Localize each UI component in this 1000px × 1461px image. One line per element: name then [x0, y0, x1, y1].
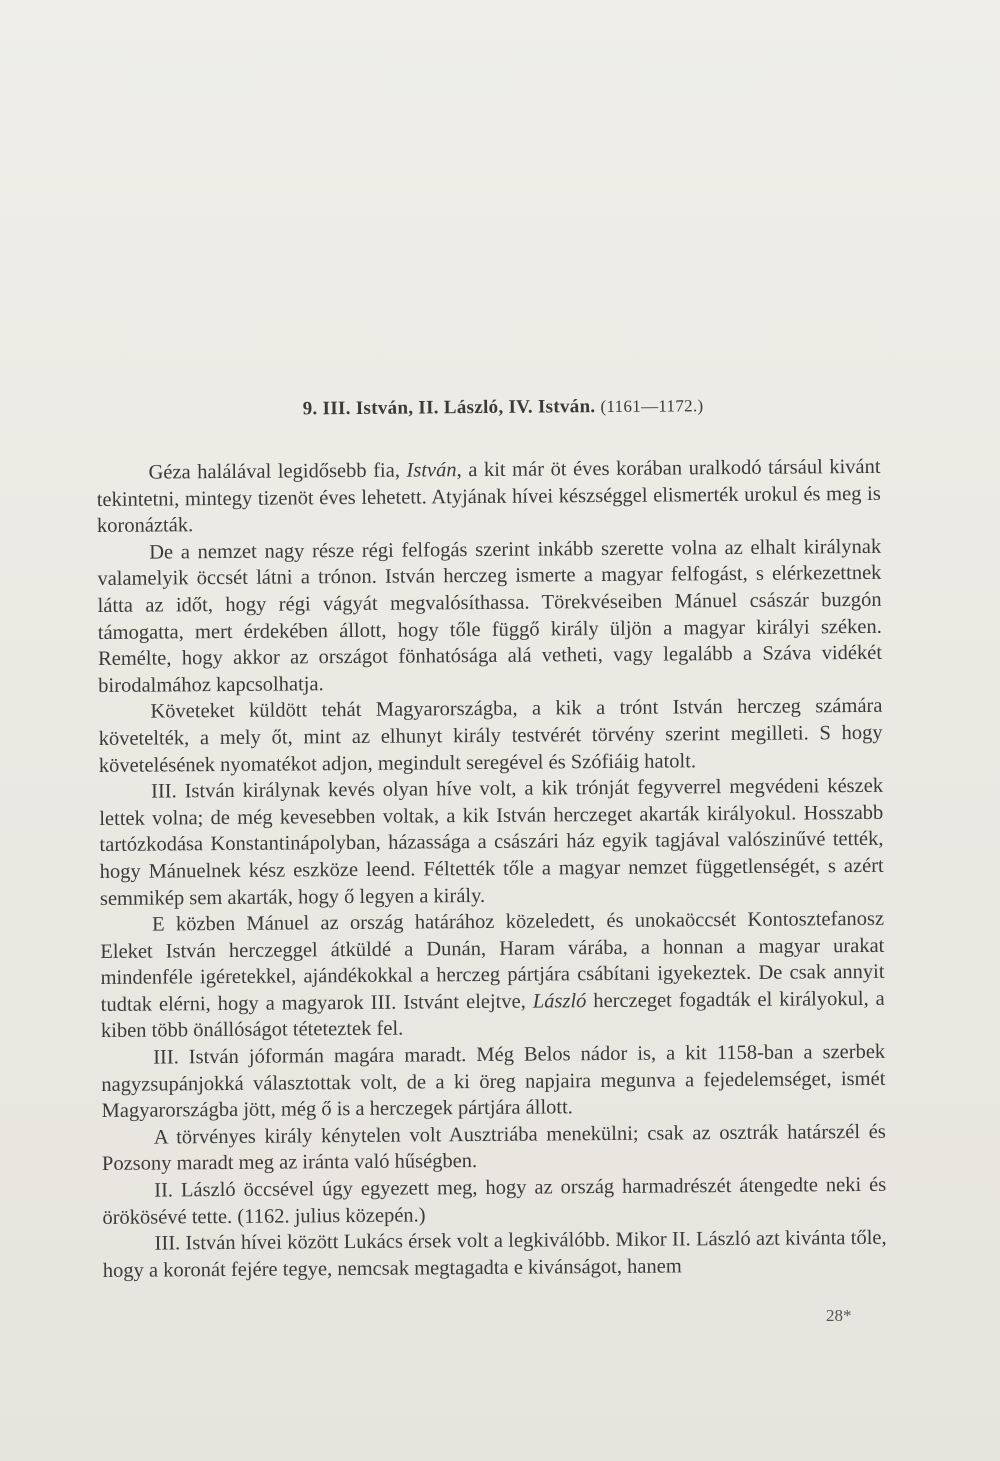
text-run: III. István királynak kevés olyan híve volt, a kik trónját fegyverrel megvédeni készek lettek volna; de még kevesebben voltak, a kik István herczeget akarták királyokul. Hosszabb tartózkodása Konstantinápolyban, házassága a császári ház egyik tagjával valószinűvé tették, hogy Mánuelnek kész eszköze leend. Féltették tőle a magyar nemzet függetlenségét, s azért semmikép sem akarták, hogy ő legyen a király.: [99, 774, 884, 910]
chapter-title: 9. III. István, II. László, IV. István.: [302, 396, 596, 420]
chapter-years: (1161—1172.): [600, 396, 704, 417]
text-run: De a nemzet nagy része régi felfogás szerint inkább szerette volna az elhalt királynak valamelyik öccsét látni a trónon. István herczeg ismerte a magyar felfogást, s elérkezettnek látta az időt, hogy régi vágyát megvalósíthassa. Törekvéseiben Mánuel császár buzgón támogatta, mert érdekében állott, hogy tőle függő király üljön a magyar királyi széken. Remélte, hogy akkor az országot fönhatósága alá vetheti, vagy legalább a Száva vidékét birodalmához kapcsolhatja.: [97, 535, 883, 697]
page-number: 28*: [826, 1306, 852, 1325]
page-content: [96, 394, 887, 1285]
paragraph-6: [101, 1039, 886, 1125]
text-run: E közben Mánuel az ország határához közeledett, és unokaöccsét Kontosztefanosz Eleket István herczeggel átküldé a Dunán, Haram várába, a honnan a magyar urakat mindenféle igéretekkel, ajándékokkal a herczeg pártjára csábítani igyekeztek. De csak annyit tudtak elérni, hogy a magyarok III. Istvánt elejtve,: [100, 907, 885, 1016]
text-run: Követeket küldött tehát Magyarországba, a kik a trónt István herczeg számára követelték, a mely őt, mint az elhunyt király testvérét törvény szerint megilleti. S hogy követelésének nyomatékot adjon, megindult seregével és Szófiáig hatolt.: [98, 695, 883, 777]
name-italic: István: [406, 459, 457, 482]
text-run: , a kit már öt éves korában uralkodó társául kivánt tekintetni, mintegy tizenöt éves lehetett. Atyjának hívei készséggel elismerték urokul és meg is koronázták.: [96, 455, 881, 538]
paragraph-2: [97, 534, 882, 700]
text-run: II. László öccsével úgy egyezett meg, hogy az ország harmadrészét átengedte neki és örökösévé tette. (1162. julius közepén.): [102, 1173, 887, 1229]
text-run: Géza halálával legidősebb fia,: [148, 459, 407, 484]
text-run: herczeget fogadták el királyokul, a kiben több önállóságot téteteztek fel.: [100, 987, 885, 1043]
paragraph-4: [99, 773, 884, 912]
paragraph-7: [102, 1119, 886, 1178]
paragraph-1: [96, 454, 881, 540]
name-italic: László: [532, 990, 587, 1013]
text-run: III. István jóformán magára maradt. Még Belos nádor is, a kit 1158-ban a szerbek nagyzsupánjokká választottak volt, de a ki öreg napjaira megunva a fejedelemséget, ismét Magyarországba jött, még ő is a herczegek pártjára állott.: [101, 1040, 886, 1123]
paragraph-8: [102, 1172, 886, 1231]
text-run: III. István hívei között Lukács érsek volt a legkiválóbb. Mikor II. László azt kivánta tőle, hogy a koronát fejére tegye, nemcsak megtagadta e kivánságot, hanem: [102, 1227, 887, 1282]
paragraph-5: [100, 906, 885, 1045]
chapter-heading: [96, 394, 880, 422]
text-run: A törvényes király kénytelen volt Ausztriába menekülni; csak az osztrák határszél és Pozsony maradt meg az iránta való hűségben.: [101, 1120, 886, 1176]
paragraph-3: [98, 693, 883, 779]
paragraph-9: [103, 1225, 887, 1284]
